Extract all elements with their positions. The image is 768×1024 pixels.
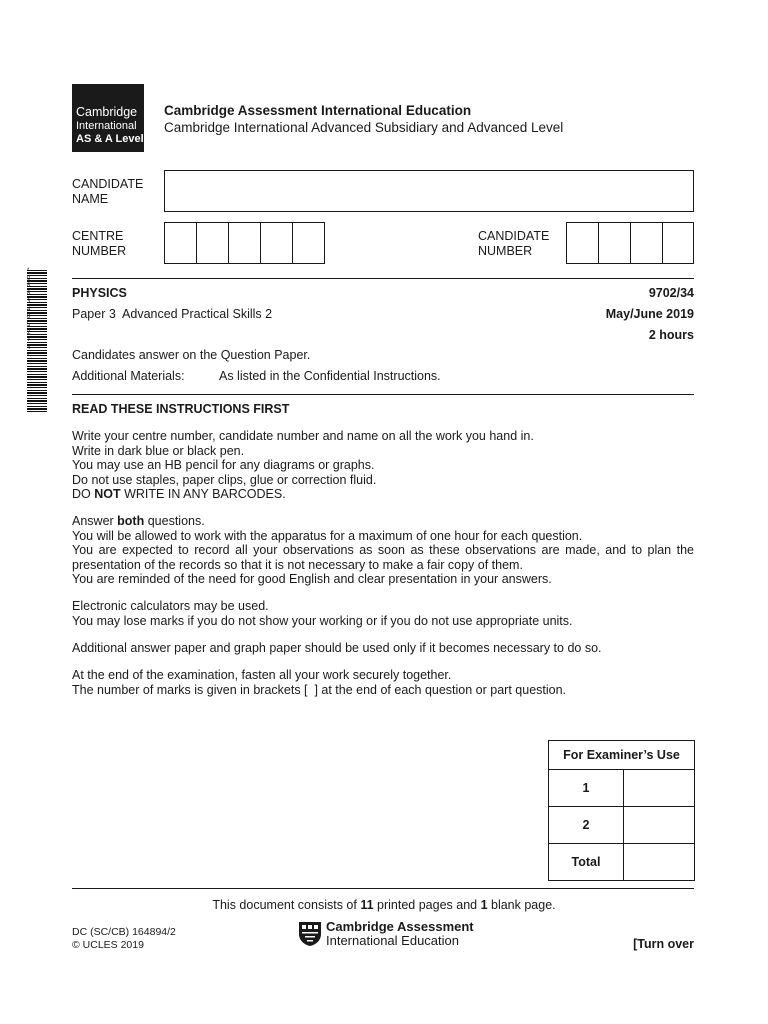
instruction-line-barcodes <box>72 487 694 502</box>
answer-note-post: questions. <box>144 514 205 528</box>
centre-number-label <box>72 229 126 259</box>
instructions-block-2 <box>72 514 694 587</box>
barcode-digit: 3 <box>27 298 31 305</box>
instructions-block-3 <box>72 599 694 628</box>
examiner-table-heading: For Examiner’s Use <box>549 741 695 770</box>
page-count-number: 11 <box>360 898 374 912</box>
barcode-digit: 0 <box>27 314 31 321</box>
session: May/June 2019 <box>605 307 694 321</box>
footer-ref <box>72 926 176 952</box>
candidate-number-field[interactable] <box>566 222 694 264</box>
blank-count-number: 1 <box>480 898 488 912</box>
cambridge-assessment-logo <box>298 921 322 950</box>
candidate-name-label-1: CANDIDATE <box>72 177 144 191</box>
footer-logo-text <box>326 920 474 948</box>
centre-number-label-1: CENTRE <box>72 229 124 243</box>
instruction-line: You are expected to record all your observations as soon as these observations are made, and to plan the presentation of the records so that it is not necessary to make a fair copy of them. <box>72 543 694 572</box>
instruction-line: Do not use staples, paper clips, glue or correction fluid. <box>72 472 377 487</box>
crest-icon <box>298 921 322 947</box>
examiner-table <box>548 740 695 881</box>
barcode-digit: 0 <box>27 275 31 282</box>
candidate-number-label-1: CANDIDATE <box>478 229 550 243</box>
barcode-digit: 5 <box>27 321 31 328</box>
barcode-note-post: WRITE IN ANY BARCODES. <box>120 487 286 502</box>
answer-note: Candidates answer on the Question Paper. <box>72 348 311 362</box>
instruction-line: Write your centre number, candidate number and name on all the work you hand in. <box>72 429 534 443</box>
instruction-line: You may use an HB pencil for any diagrams or graphs. <box>72 458 375 473</box>
candidate-digit-box[interactable] <box>599 223 631 263</box>
header-qualification: Cambridge International Advanced Subsidiary and Advanced Level <box>164 120 564 135</box>
document-reference: DC (SC/CB) 164894/2 <box>72 926 176 938</box>
candidate-digit-box[interactable] <box>567 223 599 263</box>
header-org: Cambridge Assessment International Education <box>164 103 472 118</box>
examiner-row-label: 1 <box>549 770 624 807</box>
materials-value: As listed in the Confidential Instructions. <box>219 369 441 383</box>
instruction-line: The number of marks is given in brackets [ ] at the end of each question or part question. <box>72 682 567 697</box>
page-count-note <box>0 898 768 912</box>
instructions-block-5 <box>72 668 694 697</box>
divider <box>72 888 694 889</box>
barcode-digit: 8 <box>27 291 31 298</box>
candidate-digit-box[interactable] <box>663 223 693 263</box>
instruction-line: Write in dark blue or black pen. <box>72 443 245 458</box>
instructions-block-1 <box>72 429 694 502</box>
footer-logo-line-1: Cambridge Assessment <box>326 919 474 934</box>
candidate-name-label <box>72 177 143 207</box>
footer-logo-line-2: International Education <box>326 933 459 948</box>
copyright: © UCLES 2019 <box>72 939 144 951</box>
candidate-digit-box[interactable] <box>631 223 663 263</box>
instruction-line-answer <box>72 514 694 529</box>
page-count-mid: printed pages and <box>373 898 481 912</box>
logo-line-1: Cambridge <box>76 105 138 119</box>
instruction-line: Electronic calculators may be used. <box>72 599 269 613</box>
candidate-number-label <box>478 229 549 259</box>
divider <box>72 394 694 395</box>
barcode-digit: 4 <box>27 345 31 352</box>
examiner-row-label: Total <box>549 844 624 881</box>
barcode-digit: * <box>27 268 30 274</box>
candidate-name-field[interactable] <box>164 170 694 212</box>
examiner-row-label: 2 <box>549 807 624 844</box>
candidate-name-label-2: NAME <box>72 192 109 206</box>
instruction-line: Additional answer paper and graph paper should be used only if it becomes necessary to do so. <box>72 641 602 655</box>
barcode-digit: 4 <box>27 306 31 313</box>
candidate-number-label-2: NUMBER <box>478 244 533 258</box>
turn-over: [Turn over <box>633 937 694 951</box>
subject: PHYSICS <box>72 286 127 300</box>
centre-digit-box[interactable] <box>293 223 324 263</box>
instructions-block-4 <box>72 641 694 656</box>
barcode-digit: 8 <box>27 283 31 290</box>
barcode-digit: 7 <box>27 337 31 344</box>
answer-note-bold: both <box>117 514 145 528</box>
paper-title: Paper 3 Advanced Practical Skills 2 <box>72 307 273 321</box>
instruction-line: At the end of the examination, fasten all your work securely together. <box>72 668 452 682</box>
duration: 2 hours <box>648 328 694 342</box>
barcode-note-bold: NOT <box>94 487 121 502</box>
materials-label: Additional Materials: <box>72 369 185 383</box>
page-count-pre: This document consists of <box>212 898 361 912</box>
instruction-line: You will be allowed to work with the apparatus for a maximum of one hour for each question. <box>72 528 583 543</box>
instruction-line: You are reminded of the need for good English and clear presentation in your answers. <box>72 572 552 587</box>
table-row <box>549 807 695 844</box>
centre-digit-box[interactable] <box>261 223 293 263</box>
divider <box>72 278 694 279</box>
examiner-mark-cell[interactable] <box>624 807 695 844</box>
instructions-heading: READ THESE INSTRUCTIONS FIRST <box>72 402 290 416</box>
examiner-mark-cell[interactable] <box>624 844 695 881</box>
table-row <box>549 770 695 807</box>
centre-number-field[interactable] <box>164 222 325 264</box>
answer-note-pre: Answer <box>72 514 118 528</box>
barcode-digit: * <box>27 352 30 359</box>
centre-digit-box[interactable] <box>197 223 229 263</box>
logo-line-3: AS & A Level <box>76 133 144 145</box>
barcode-digit: 2 <box>27 329 31 336</box>
centre-digit-box[interactable] <box>165 223 197 263</box>
examiner-mark-cell[interactable] <box>624 770 695 807</box>
paper-code: 9702/34 <box>648 286 694 300</box>
instruction-line: You may lose marks if you do not show your working or if you do not use appropriate units. <box>72 613 573 628</box>
cambridge-logo <box>72 84 144 152</box>
centre-number-label-2: NUMBER <box>72 244 127 258</box>
logo-line-2: International <box>76 119 137 132</box>
centre-digit-box[interactable] <box>229 223 261 263</box>
page-count-post: blank page. <box>487 898 556 912</box>
barcode-note-pre: DO <box>72 487 95 502</box>
barcode-digits <box>27 268 33 360</box>
table-row <box>549 844 695 881</box>
